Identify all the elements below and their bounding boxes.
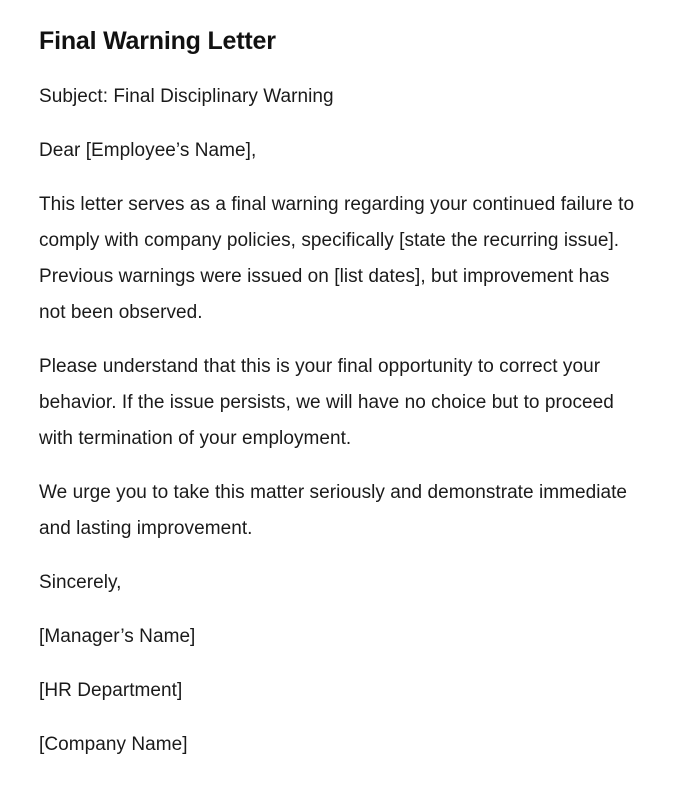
sign-off-line: Sincerely, [39,572,122,593]
company-name-line: [Company Name] [39,734,188,755]
body-paragraph-2: Please understand that this is your final opportunity to correct your behavior. If the issue persists, we will have no choice but to proceed with termination of your employment. [39,356,614,449]
salutation-line: Dear [Employee’s Name], [39,140,257,161]
page-title: Final Warning Letter [39,27,276,55]
letter-body [39,79,660,763]
department-line: [HR Department] [39,680,183,701]
subject-line: Subject: Final Disciplinary Warning [39,86,334,107]
body-paragraph-1: This letter serves as a final warning regarding your continued failure to comply with company policies, specifically [state the recurring issue]. Previous warnings were issued on [list dates], but improvement has not been observed. [39,194,635,323]
manager-name-line: [Manager’s Name] [39,626,196,647]
body-paragraph-3: We urge you to take this matter seriously and demonstrate immediate and lasting improvement. [39,482,628,539]
